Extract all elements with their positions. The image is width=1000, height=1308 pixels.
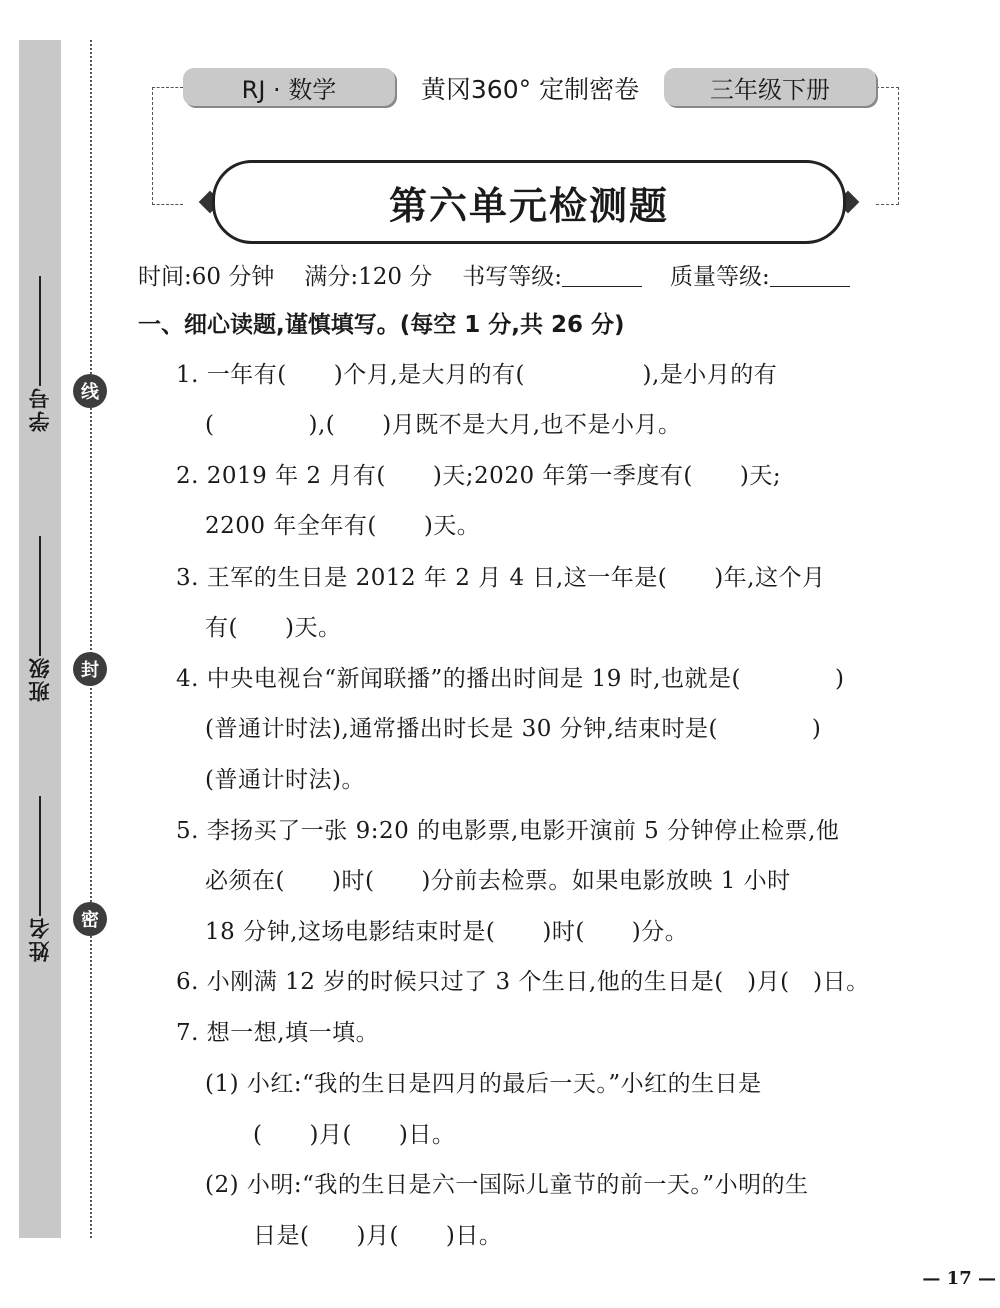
exam-meta bbox=[138, 256, 918, 292]
question-5-line-2: 必须在( )时( )分前去检票。如果电影放映 1 小时 bbox=[205, 868, 791, 894]
name-field bbox=[20, 790, 60, 962]
question-1-line-1: 1. 一年有( )个月,是大月的有( ),是小月的有 bbox=[176, 362, 778, 388]
page-title: 第六单元检测题 bbox=[388, 182, 669, 228]
question-5-line-1: 5. 李扬买了一张 9:20 的电影票,电影开演前 5 分钟停止检票,他 bbox=[176, 818, 840, 844]
name-blank bbox=[39, 796, 41, 916]
seal-line-mark: 线 bbox=[73, 374, 107, 408]
question-4-line-1: 4. 中央电视台“新闻联播”的播出时间是 19 时,也就是( ) bbox=[176, 666, 845, 692]
question-2-line-1: 2. 2019 年 2 月有( )天;2020 年第一季度有( )天; bbox=[176, 463, 782, 489]
name-label: 姓名 bbox=[28, 916, 52, 962]
subject-label: RJ · 数学 bbox=[241, 75, 337, 104]
student-id-field bbox=[20, 270, 60, 432]
question-7-sub-2-line-1: (2) 小明:“我的生日是六一国际儿童节的前一天。”小明的生 bbox=[205, 1172, 809, 1198]
student-id-label: 学号 bbox=[28, 386, 52, 432]
question-7-sub-2-line-2: 日是( )月( )日。 bbox=[253, 1223, 503, 1249]
grade-pill bbox=[664, 68, 876, 106]
series-title: 黄冈360° 定制密卷 bbox=[420, 75, 640, 104]
title-banner bbox=[212, 160, 846, 244]
quality-grade-blank[interactable] bbox=[770, 262, 850, 287]
header-right-frame bbox=[876, 87, 899, 205]
full-score: 满分:120 分 bbox=[304, 263, 433, 290]
question-4-line-2: (普通计时法),通常播出时长是 30 分钟,结束时是( ) bbox=[205, 716, 822, 742]
section-heading: 一、细心读题,谨慎填写。(每空 1 分,共 26 分) bbox=[138, 312, 625, 338]
question-4-line-3: (普通计时法)。 bbox=[205, 767, 365, 793]
question-7-sub-1-line-2: ( )月( )日。 bbox=[253, 1122, 456, 1148]
question-1-line-2: ( ),( )月既不是大月,也不是小月。 bbox=[205, 412, 682, 438]
time-limit: 时间:60 分钟 bbox=[138, 263, 275, 290]
subject-pill bbox=[183, 68, 395, 106]
question-3-line-2: 有( )天。 bbox=[205, 615, 342, 641]
seal-secret-mark: 密 bbox=[73, 902, 107, 936]
class-field bbox=[20, 530, 60, 702]
page-number: — 17 — bbox=[922, 1268, 996, 1289]
writing-grade-blank[interactable] bbox=[562, 262, 642, 287]
question-2-line-2: 2200 年全年有( )天。 bbox=[205, 513, 481, 539]
class-label: 班级 bbox=[28, 656, 52, 702]
grade-label: 三年级下册 bbox=[710, 75, 830, 104]
question-7-line-1: 7. 想一想,填一填。 bbox=[176, 1020, 380, 1046]
seal-seal-mark: 封 bbox=[73, 652, 107, 686]
class-blank bbox=[39, 536, 41, 656]
question-6-line-1: 6. 小刚满 12 岁的时候只过了 3 个生日,他的生日是( )月( )日。 bbox=[176, 969, 870, 995]
question-7-sub-1-line-1: (1) 小红:“我的生日是四月的最后一天。”小红的生日是 bbox=[205, 1071, 762, 1097]
question-5-line-3: 18 分钟,这场电影结束时是( )时( )分。 bbox=[205, 919, 689, 945]
student-id-blank bbox=[39, 276, 41, 386]
quality-grade-label: 质量等级: bbox=[670, 263, 770, 290]
writing-grade-label: 书写等级: bbox=[462, 263, 563, 290]
binding-dotted-line bbox=[90, 40, 92, 1238]
question-3-line-1: 3. 王军的生日是 2012 年 2 月 4 日,这一年是( )年,这个月 bbox=[176, 565, 826, 591]
header-left-frame bbox=[152, 87, 183, 205]
